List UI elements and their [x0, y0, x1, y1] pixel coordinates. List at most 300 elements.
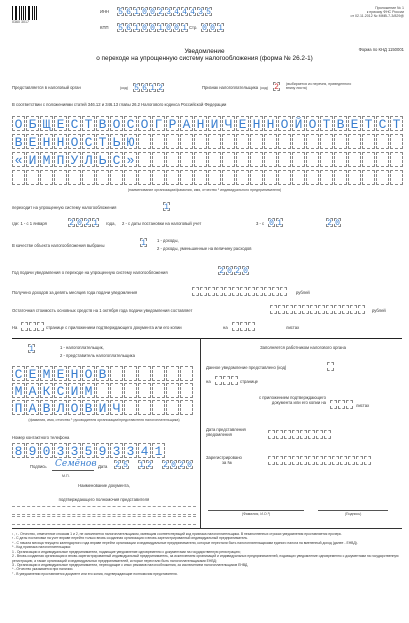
surname-char: Н: [68, 366, 81, 381]
date-digit: 0: [187, 461, 192, 470]
doc-row-1: [12, 506, 196, 515]
org-char: [348, 152, 361, 167]
org-char: [208, 134, 221, 149]
kpp-digit: 0: [174, 24, 179, 33]
registration-number: [268, 456, 372, 465]
org-char: Р: [166, 116, 179, 131]
phone-digit: 9: [96, 443, 109, 458]
name-char: [166, 383, 179, 398]
org-char: О: [306, 116, 319, 131]
phone-digit: 3: [110, 443, 123, 458]
org-char: [194, 134, 207, 149]
page-title: Уведомление о переходе на упрощенную систему налогообложения (форма № 26.2-1): [96, 48, 313, 63]
inn-digit: 5: [118, 8, 123, 17]
org-char: И: [208, 116, 221, 131]
patronymic-char: О: [68, 400, 81, 415]
fio-caption: (фамилия, имя, отчество ¹ руководителя организации/представителя налогоплательщика): [28, 418, 180, 422]
doc-row-2: [12, 516, 196, 525]
org-char: Л: [82, 152, 95, 167]
patronymic-char: В: [40, 400, 53, 415]
org-char: Щ: [40, 116, 53, 131]
org-char: [320, 152, 333, 167]
surname-char: [152, 366, 165, 381]
org-char: [236, 170, 249, 185]
page-digit: 0: [210, 24, 215, 33]
phone-digit: 0: [40, 443, 53, 458]
org-char: [390, 170, 403, 185]
org-char: [180, 170, 193, 185]
patronymic-char: [152, 400, 165, 415]
income-digit: [272, 287, 279, 296]
surname-cells: [12, 366, 194, 381]
date-digit: 2: [163, 461, 168, 470]
inn-cells: [117, 7, 213, 16]
org-char: О: [68, 134, 81, 149]
kpp-cells: [117, 23, 189, 32]
inn-digit: 3: [198, 8, 203, 17]
org-char: Е: [54, 116, 67, 131]
org-char: [278, 170, 291, 185]
name-char: М: [82, 383, 95, 398]
org-char: [152, 170, 165, 185]
org-char: [376, 152, 389, 167]
org-char: [166, 170, 179, 185]
page-digit: 0: [202, 24, 207, 33]
taxpayer-sign-note: (выбирается из перечня, приведенного внизу листа): [286, 82, 352, 91]
org-char: [264, 134, 277, 149]
org-char: Т: [320, 116, 333, 131]
org-char: [348, 170, 361, 185]
org-char: [334, 170, 347, 185]
org-char: [138, 134, 151, 149]
org-char: Н: [194, 116, 207, 131]
inn-digit: 0: [142, 8, 147, 17]
surname-char: [180, 366, 193, 381]
transition-month: [326, 218, 342, 227]
registration-cell: [308, 456, 315, 465]
received-sheets: [330, 400, 354, 409]
income-digit: [200, 287, 207, 296]
surname-char: С: [12, 366, 25, 381]
org-char: [334, 134, 347, 149]
received-page-cell: [215, 376, 222, 385]
org-char: [194, 152, 207, 167]
year-digit: 0: [77, 219, 82, 228]
org-char: [376, 170, 389, 185]
org-char: [82, 170, 95, 185]
org-char: В: [334, 116, 347, 131]
org-char: [152, 152, 165, 167]
patronymic-char: [180, 400, 193, 415]
org-char: Г: [152, 116, 165, 131]
registration-cell: [364, 456, 371, 465]
org-char: [180, 134, 193, 149]
org-char: »: [124, 152, 137, 167]
org-char: О: [12, 116, 25, 131]
date-year: [162, 460, 194, 469]
year-digit: 1: [93, 219, 98, 228]
registration-cell: [268, 456, 275, 465]
notice-year-label: Год подачи уведомления о переходе на упрощенную систему налогообложения: [12, 270, 168, 275]
name-char: [180, 383, 193, 398]
org-char: С: [82, 134, 95, 149]
residual-digit: [294, 305, 301, 314]
income-digit: [224, 287, 231, 296]
name-char: [152, 383, 165, 398]
org-char: [236, 152, 249, 167]
org-char: Ю: [124, 134, 137, 149]
phone-cells: [12, 443, 166, 458]
officer-sign-caption: (Подпись): [344, 512, 362, 516]
residual-cells: [270, 305, 366, 314]
kpp-digit: 5: [118, 24, 123, 33]
registration-cell: [356, 456, 363, 465]
surname-char: М: [40, 366, 53, 381]
org-char: [68, 170, 81, 185]
registration-cell: [332, 456, 339, 465]
org-name-line3: [12, 152, 404, 167]
footnote: ¹ , ² - Отчество, отмеченное сноскам 1 и 2, не заполняется налогоплательщиком, имеющим соответствующий код признака налогоплательщика. В незаполненных строках уведомления проставляется прочерк.: [12, 532, 342, 536]
sheet-count-digit: [232, 322, 239, 331]
notice-year-digit: 0: [243, 267, 248, 276]
receipt-date-cell: [292, 430, 299, 439]
footnote: 3 - Организации и индивидуальные предприниматели, переходящие с иных режимов налогообложения, за исключением налогоплательщиков ЕНВД.: [12, 562, 249, 567]
phone-digit: 1: [152, 443, 165, 458]
income-digit: [232, 287, 239, 296]
org-char: Н: [40, 134, 53, 149]
column-divider: [200, 338, 201, 528]
income-digit: [216, 287, 223, 296]
residual-label: Остаточная стоимость основных средств на 1 октября года подачи уведомления составляет: [12, 308, 193, 313]
authority-digit: 2: [158, 84, 163, 93]
inn-digit: 2: [158, 8, 163, 17]
tax-authority-label: Представляется в налоговый орган: [12, 85, 81, 90]
receipt-date-label: Дата представления уведомления: [206, 427, 246, 437]
org-char: [208, 152, 221, 167]
date-month: [138, 460, 154, 469]
org-char: [124, 170, 137, 185]
registration-cell: [340, 456, 347, 465]
org-char: Т: [96, 134, 109, 149]
org-char: [194, 170, 207, 185]
received-sheet-cell: [346, 400, 353, 409]
page-count-digit: [29, 322, 36, 331]
org-char: Ь: [96, 152, 109, 167]
org-char: П: [54, 152, 67, 167]
org-name-line1: [12, 116, 404, 131]
patronymic-cells: [12, 400, 194, 415]
org-char: [250, 134, 263, 149]
appendix-note: Приложение № 1 к приказу ФНС России от 02.11.2012 № ММВ-7-3/829@: [350, 6, 404, 19]
surname-char: Е: [54, 366, 67, 381]
footnote: ⁴ - С начала месяца текущего календарного года вправе перейти организации и индивидуальные предприниматели, которые перестали быть налогоплательщиками единого налога на вмененный доход (далее - ЕНВД).: [12, 540, 358, 545]
surname-char: В: [96, 366, 109, 381]
org-char: Е: [236, 116, 249, 131]
org-char: [166, 134, 179, 149]
org-char: Е: [348, 116, 361, 131]
sheets-count: [232, 322, 256, 331]
page-count-digit: [37, 322, 44, 331]
legal-basis: В соответствии с положениями статей 346.12 и 346.13 главы 26.2 Налогового кодекса Российской Федерации: [12, 102, 227, 107]
surname-char: [110, 366, 123, 381]
registration-cell: [276, 456, 283, 465]
notice-year-digit: 2: [235, 267, 240, 276]
footnote: ⁷ - В уведомлении проставляется документ или его копия, подтверждающие полномочия представителя.: [12, 571, 178, 576]
phone-digit: 4: [138, 443, 151, 458]
org-char: [250, 152, 263, 167]
org-char: «: [12, 152, 25, 167]
income-cells: [192, 287, 288, 296]
name-char: [110, 383, 123, 398]
date-digit: 2: [147, 461, 152, 470]
residual-digit: [334, 305, 341, 314]
residual-digit: [326, 305, 333, 314]
org-char: Й: [292, 116, 305, 131]
org-char: [306, 152, 319, 167]
footnote: ⁶ - Отчество указывается при наличии.: [12, 567, 74, 572]
date-digit: 2: [115, 461, 120, 470]
org-char: [292, 152, 305, 167]
tax-authority-code: [133, 83, 165, 92]
patronymic-char: [138, 400, 151, 415]
residual-digit: [302, 305, 309, 314]
phone-digit: 5: [82, 443, 95, 458]
org-char: Н: [250, 116, 263, 131]
object-label: В качестве объекта налогообложения выбраны: [12, 243, 105, 248]
inn-digit: 0: [150, 8, 155, 17]
org-char: [390, 134, 403, 149]
org-char: С: [124, 116, 137, 131]
org-char: [362, 152, 375, 167]
registered-label: Зарегистрировано за №: [206, 455, 242, 465]
income-digit: [192, 287, 199, 296]
kpp-label: КПП: [100, 25, 109, 30]
kpp-digit: 1: [182, 24, 187, 33]
kpp-digit: 6: [126, 24, 131, 33]
residual-digit: [310, 305, 317, 314]
inn-digit: 5: [206, 8, 211, 17]
inn-digit: 3: [166, 8, 171, 17]
separator: [12, 338, 402, 339]
org-char: [334, 152, 347, 167]
registration-cell: [292, 456, 299, 465]
org-char: [12, 170, 25, 185]
patronymic-char: Ч: [110, 400, 123, 415]
org-char: [166, 152, 179, 167]
org-char: [362, 134, 375, 149]
month-digit: 2: [327, 219, 332, 228]
org-name-caption: (наименование организации/фамилия, имя, отчество ¹ индивидуального предпринимателя): [127, 188, 282, 192]
sheet-count-digit: [240, 322, 247, 331]
surname-char: Е: [26, 366, 39, 381]
inn-digit: 1: [134, 8, 139, 17]
org-char: [292, 170, 305, 185]
received-page-cell: [223, 376, 230, 385]
org-char: Е: [26, 134, 39, 149]
date-digit: 5: [123, 461, 128, 470]
name-char: А: [26, 383, 39, 398]
org-char: [180, 152, 193, 167]
rep-value: 1: [29, 345, 34, 354]
page-digit: 1: [218, 24, 223, 33]
org-char: [250, 170, 263, 185]
doc-label: Наименование документа, подтверждающего полномочия представителя: [58, 483, 150, 502]
taxpayer-sign-cell: 2: [274, 83, 279, 92]
transition-value: 1: [164, 203, 169, 212]
org-char: Н: [264, 116, 277, 131]
surname-char: [166, 366, 179, 381]
org-char: С: [68, 116, 81, 131]
registration-cell: [316, 456, 323, 465]
org-char: [236, 134, 249, 149]
org-char: [208, 170, 221, 185]
date-digit: 0: [171, 461, 176, 470]
phone-digit: 8: [12, 443, 25, 458]
patronymic-char: Л: [54, 400, 67, 415]
phone-digit: 3: [124, 443, 137, 458]
inn-label: ИНН: [100, 9, 110, 14]
residual-digit: [270, 305, 277, 314]
org-char: [40, 170, 53, 185]
org-char: [96, 170, 109, 185]
receipt-date-cell: [276, 430, 283, 439]
name-char: [96, 383, 109, 398]
org-char: [222, 134, 235, 149]
org-char: [222, 170, 235, 185]
org-char: [278, 152, 291, 167]
page-cells: [201, 23, 225, 32]
income-digit: [264, 287, 271, 296]
org-char: [292, 134, 305, 149]
org-name-line4: [12, 170, 404, 185]
org-char: [264, 152, 277, 167]
org-char: В: [12, 134, 25, 149]
month-digit: 0: [335, 219, 340, 228]
footnote: 2 - Вновь созданная организация и вновь зарегистрированный индивидуальный предприниматель, за исключением организаций и индивидуальных предпринимателей, подающих уведомление одновременно с документами на государственную регистрацию, а также организаций и индивидуальных предпринимателей, которые перестали быть налогоплательщиками ЕНВД;: [12, 554, 399, 563]
receipt-date-cells: [268, 430, 332, 439]
phone-digit: 3: [68, 443, 81, 458]
org-char: А: [180, 116, 193, 131]
officer-name-caption: (Фамилия, И.О.²): [241, 512, 271, 516]
inn-digit: 4: [182, 8, 187, 17]
inn-digit: 6: [126, 8, 131, 17]
authority-digit: 6: [142, 84, 147, 93]
org-char: [54, 170, 67, 185]
pages-count: [21, 322, 45, 331]
object-value: 1: [141, 239, 146, 248]
authority-digit: 1: [150, 84, 155, 93]
authority-digit: 5: [134, 84, 139, 93]
income-digit: [240, 287, 247, 296]
registration-cell: [300, 456, 307, 465]
org-char: У: [68, 152, 81, 167]
org-char: Т: [390, 116, 403, 131]
received-page-cell: [231, 376, 238, 385]
surname-char: О: [82, 366, 95, 381]
page-label: Стр.: [189, 25, 198, 30]
residual-digit: [286, 305, 293, 314]
income-digit: [248, 287, 255, 296]
tax-office-heading: Заполняется работником налогового органа: [260, 345, 346, 350]
org-char: Т: [82, 116, 95, 131]
org-char: [320, 170, 333, 185]
name-char: [124, 383, 137, 398]
residual-digit: [350, 305, 357, 314]
received-sheet-cell: [330, 400, 337, 409]
notice-year-cells: [218, 266, 250, 275]
org-char: О: [110, 116, 123, 131]
residual-digit: [358, 305, 365, 314]
name-char: М: [12, 383, 25, 398]
day-digit: 0: [269, 219, 274, 228]
patronymic-char: И: [96, 400, 109, 415]
org-char: И: [26, 152, 39, 167]
org-char: [152, 134, 165, 149]
day-digit: 1: [277, 219, 282, 228]
org-char: [362, 170, 375, 185]
transition-label: переходит на упрощенную систему налогообложения: [12, 205, 117, 210]
taxpayer-sign-label: Признак налогоплательщика: [202, 85, 259, 90]
presented-code: [327, 362, 335, 371]
received-sheet-cell: [338, 400, 345, 409]
org-char: В: [96, 116, 109, 131]
inn-digit: 4: [174, 8, 179, 17]
date-day: [114, 460, 130, 469]
org-char: [376, 134, 389, 149]
org-char: Б: [26, 116, 39, 131]
kpp-digit: 1: [134, 24, 139, 33]
phone-label: Номер контактного телефона: [12, 435, 70, 440]
org-char: [138, 170, 151, 185]
surname-char: [138, 366, 151, 381]
barcode-number: 0360 3017: [12, 20, 29, 24]
receipt-date-cell: [284, 430, 291, 439]
receipt-date-cell: [324, 430, 331, 439]
receipt-date-cell: [268, 430, 275, 439]
patronymic-char: [124, 400, 137, 415]
name-char: С: [54, 383, 67, 398]
org-char: [110, 170, 123, 185]
org-char: [306, 134, 319, 149]
year-digit: 2: [85, 219, 90, 228]
org-char: Н: [54, 134, 67, 149]
inn-digit: 4: [190, 8, 195, 17]
org-char: [390, 152, 403, 167]
sheet-count-digit: [248, 322, 255, 331]
year-digit: 2: [69, 219, 74, 228]
income-label: Получено доходов за девять месяцев года подачи уведомления: [12, 290, 138, 295]
org-char: Ч: [222, 116, 235, 131]
received-pages: [215, 376, 239, 385]
org-char: С: [110, 152, 123, 167]
footnote: 1 - Организации и индивидуальные предприниматели, подающие уведомление одновременно с документами на государственную регистрацию;: [12, 549, 241, 554]
transition-year: [68, 218, 100, 227]
page-count-digit: [21, 322, 28, 331]
date-digit: 1: [139, 461, 144, 470]
residual-digit: [278, 305, 285, 314]
org-char: Т: [362, 116, 375, 131]
registration-cell: [284, 456, 291, 465]
form-code: Форма по КНД 1150001: [358, 47, 404, 52]
receipt-date-cell: [300, 430, 307, 439]
signature: Семёнов: [55, 459, 97, 469]
footnotes: [12, 532, 404, 576]
receipt-date-cell: [308, 430, 315, 439]
name-cells: [12, 383, 194, 398]
kpp-digit: 0: [150, 24, 155, 33]
registration-cell: [324, 456, 331, 465]
org-name-line2: [12, 134, 404, 149]
